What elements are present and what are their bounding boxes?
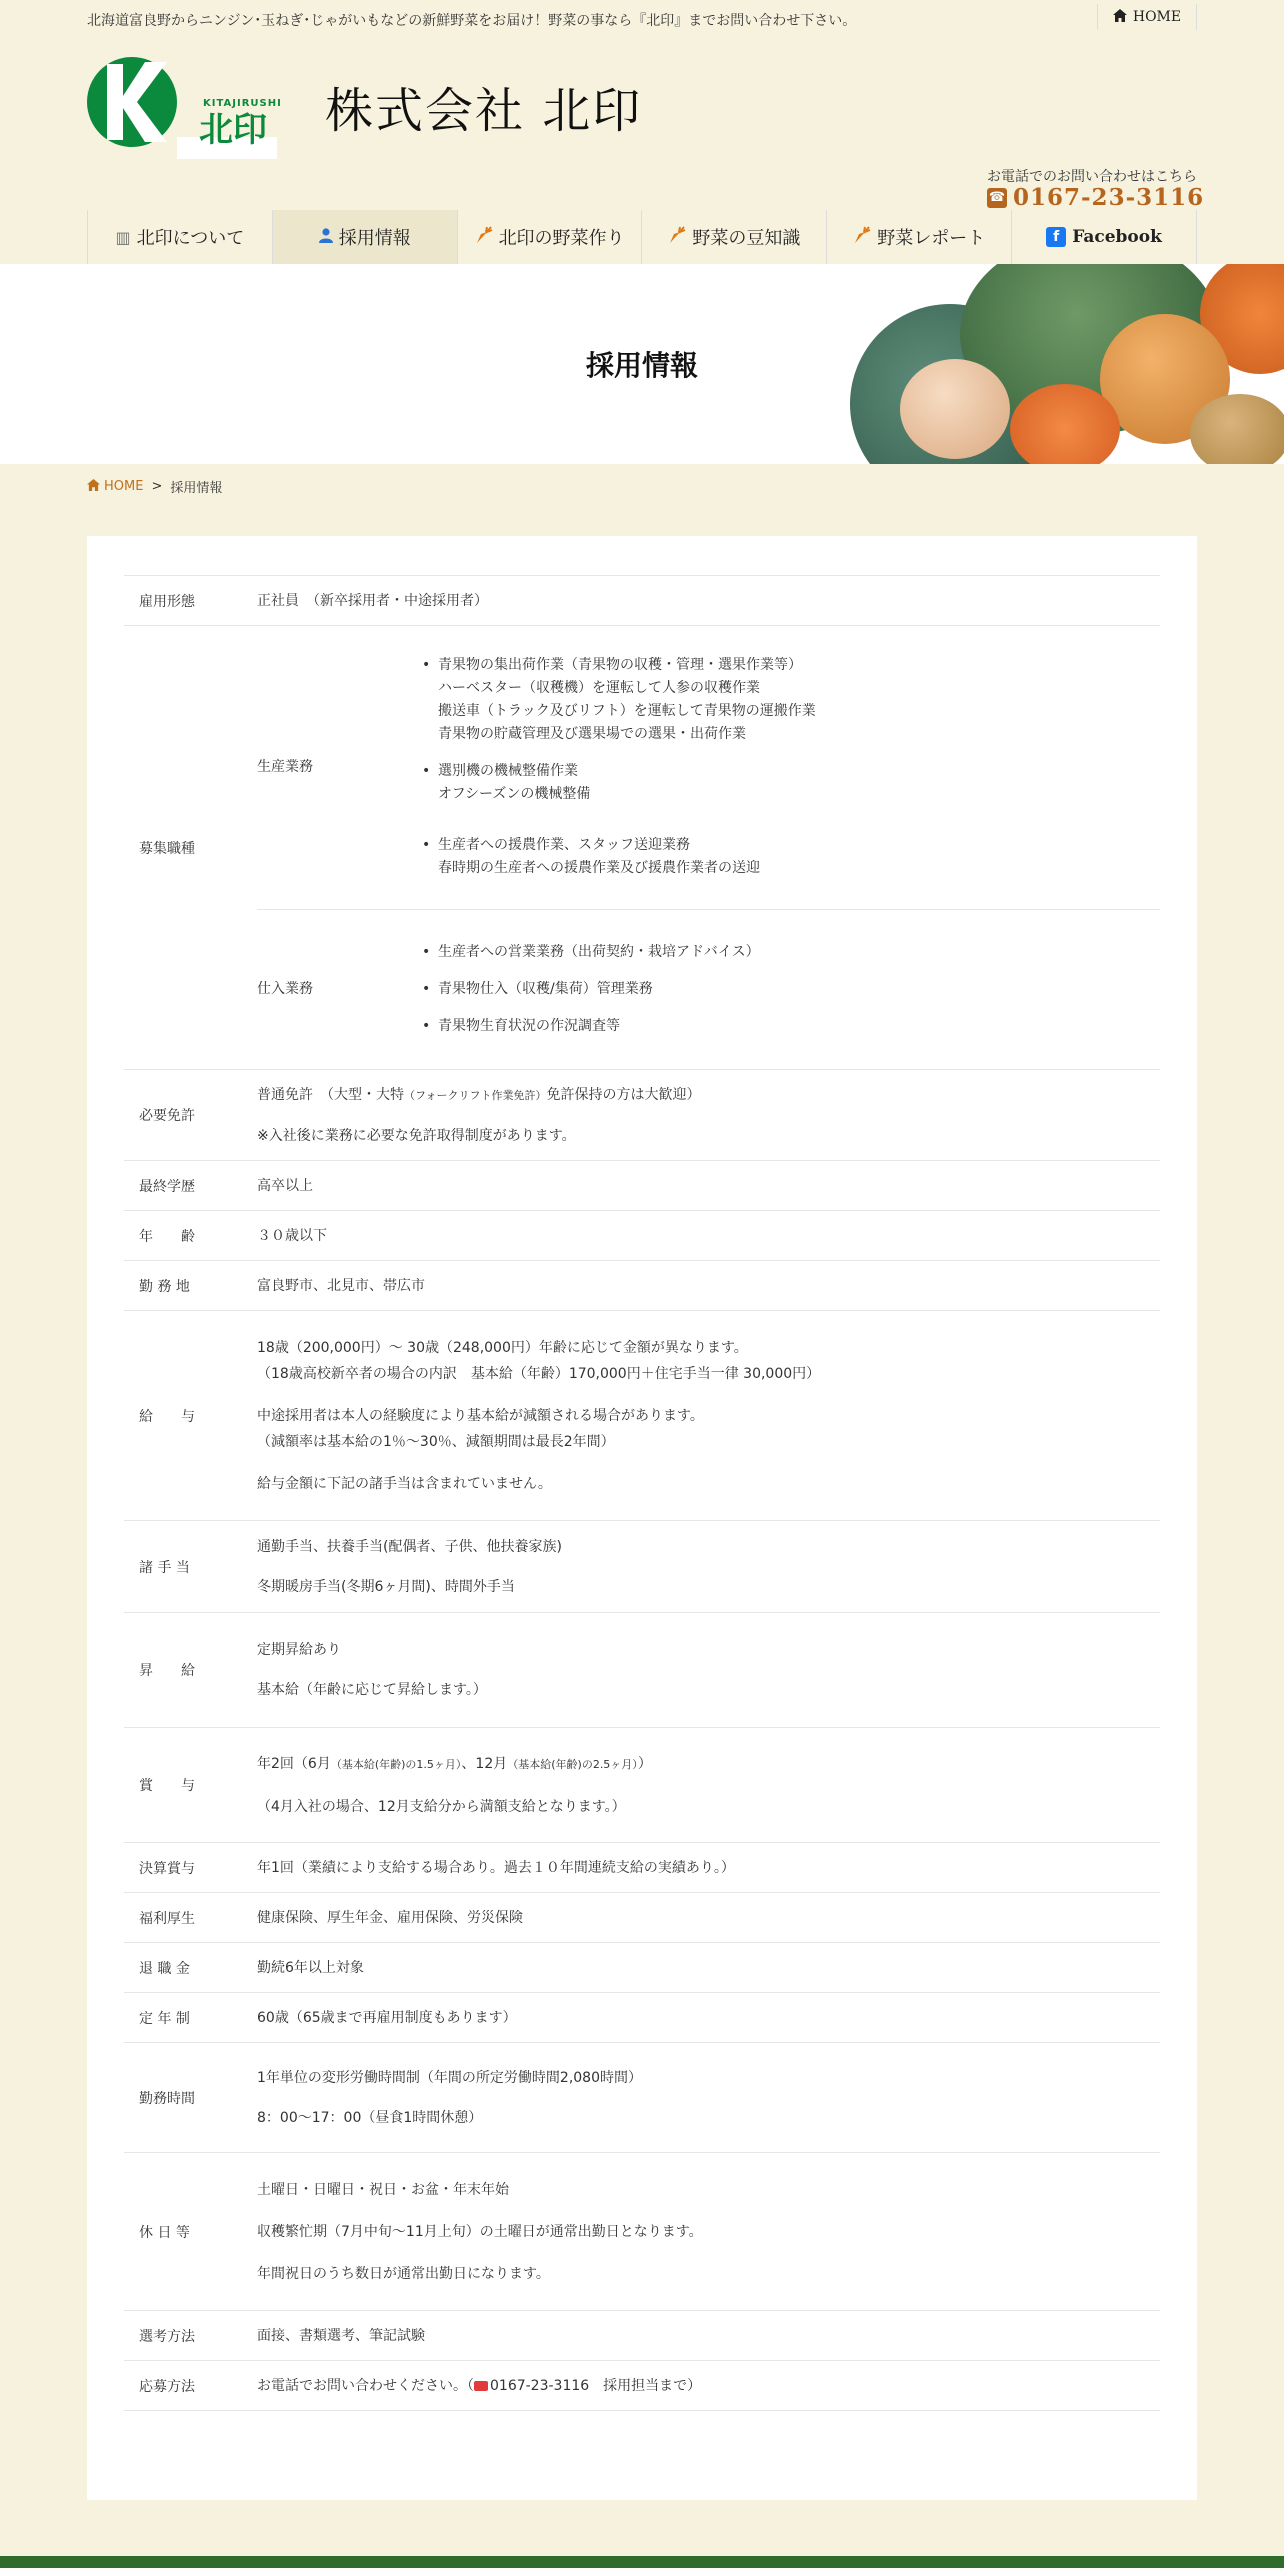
home-icon <box>87 479 100 495</box>
table-row <box>124 1728 1160 1843</box>
phone-contact[interactable] <box>987 184 1204 211</box>
carrot-image <box>1010 384 1120 464</box>
user-icon <box>319 228 333 247</box>
hours-line: 8：00～17：00（昼食1時間休憩） <box>257 2109 483 2126</box>
nav-label: 北印について <box>136 228 245 249</box>
list-item: • 青果物の集出荷作業（青果物の収穫・管理・選果作業等） ハーベスター（収穫機）を運転して人参の収穫作業 搬送車（トラック及びリフト）を運転して青果物の運搬作業 青果物の貯蔵管理及び選果場での選果・出荷作業 <box>420 654 1160 746</box>
nav-label: 北印の野菜作り <box>498 228 625 249</box>
salary-line: （18歳高校新卒者の場合の内訳 基本給（年齢）170,000円＋住宅手当一律 30,000円） <box>257 1365 821 1382</box>
salary-line: 18歳（200,000円）～ 30歳（248,000円）年齢に応じて金額が異なります。 <box>257 1339 748 1356</box>
building-icon: ▥ <box>115 227 131 247</box>
table-row <box>124 1613 1160 1728</box>
phone-caption: お電話でのお問い合わせはこちら <box>987 169 1197 185</box>
breadcrumb <box>87 477 222 496</box>
row-label: 募集職種 <box>124 626 257 1070</box>
row-value: 年1回（業績により支給する場合あり。過去１０年間連続支給の実績あり。） <box>257 1843 1160 1893</box>
table-row <box>124 2361 1160 2411</box>
nav-item-vegetable-growing[interactable] <box>457 210 642 264</box>
home-link-top[interactable] <box>1097 4 1197 30</box>
row-label: 雇用形態 <box>124 576 257 626</box>
row-value: お電話でお問い合わせください。（ 0167-23-3116 採用担当まで） <box>257 2361 1160 2411</box>
allowance-line: 通勤手当、扶養手当(配偶者、子供、他扶養家族) <box>257 1538 562 1555</box>
row-label: 給 与 <box>124 1311 257 1521</box>
nav-label: 野菜の豆知識 <box>692 228 801 249</box>
breadcrumb-home-label: HOME <box>104 479 144 494</box>
table-row <box>124 2043 1160 2153</box>
breadcrumb-current: 採用情報 <box>170 481 223 496</box>
top-bar <box>0 0 1284 40</box>
recruit-info-panel <box>87 536 1197 2500</box>
row-label: 休 日 等 <box>124 2153 257 2311</box>
table-row <box>124 1893 1160 1943</box>
bonus-note: （4月入社の場合、12月支給分から満額支給となります。） <box>257 1798 626 1815</box>
row-label: 応募方法 <box>124 2361 257 2411</box>
row-label: 福利厚生 <box>124 1893 257 1943</box>
footer-bar <box>0 2556 1284 2568</box>
holiday-line: 収穫繁忙期（7月中旬～11月上旬）の土曜日が通常出勤日となります。 <box>257 2223 703 2240</box>
row-label: 必要免許 <box>124 1070 257 1161</box>
site-tagline: 北海道富良野からニンジン･玉ねぎ･じゃがいもなどの新鮮野菜をお届け！野菜の事なら『北印』までお問い合わせ下さい。 <box>87 13 857 29</box>
nav-item-facebook[interactable] <box>1011 210 1197 264</box>
nav-item-vegetable-report[interactable] <box>826 210 1011 264</box>
table-row <box>124 2311 1160 2361</box>
license-line: 普通免許 （大型・大特（フォークリフト作業免許）免許保持の方は大歓迎） <box>257 1086 701 1103</box>
row-label: 勤務時間 <box>124 2043 257 2153</box>
home-link-label: HOME <box>1132 9 1182 25</box>
company-name: 株式会社 北印 <box>325 83 643 139</box>
table-row <box>124 1311 1160 1521</box>
company-logo[interactable] <box>87 52 287 162</box>
list-item: • 青果物仕入（収穫/集荷）管理業務 <box>420 978 1160 1001</box>
salary-line: （減額率は基本給の1％～30％、減額期間は最長2年間） <box>257 1433 615 1450</box>
phone-icon <box>474 2381 488 2391</box>
position-label: 仕入業務 <box>257 909 420 1069</box>
potato-image <box>1190 394 1284 464</box>
table-row <box>124 1993 1160 2043</box>
list-item: • 生産者への援農作業、スタッフ送迎業務 春時期の生産者への援農作業及び援農作業者の送迎 <box>420 834 1160 880</box>
table-row <box>124 2153 1160 2311</box>
nav-label: 採用情報 <box>338 228 411 249</box>
row-label: 定 年 制 <box>124 1993 257 2043</box>
page-hero <box>0 264 1284 464</box>
nav-label: Facebook <box>1072 227 1162 247</box>
row-label: 年 齢 <box>124 1211 257 1261</box>
main-nav <box>87 210 1197 264</box>
row-value: 高卒以上 <box>257 1161 1160 1211</box>
row-value: 勤続6年以上対象 <box>257 1943 1160 1993</box>
row-label: 勤 務 地 <box>124 1261 257 1311</box>
position-label: 生産業務 <box>257 759 313 776</box>
list-item: • 青果物生育状況の作況調査等 <box>420 1015 1160 1038</box>
hours-line: 1年単位の変形労働時間制（年間の所定労働時間2,080時間） <box>257 2069 642 2086</box>
production-duties <box>420 654 1160 880</box>
license-note: ※入社後に業務に必要な免許取得制度があります。 <box>257 1127 576 1144</box>
phone-number: 0167-23-3116 <box>1013 184 1205 211</box>
positions-subtable <box>257 626 1160 1069</box>
table-row <box>124 1161 1160 1211</box>
nav-item-recruit[interactable] <box>272 210 457 264</box>
holiday-line: 年間祝日のうち数日が通常出勤日になります。 <box>257 2265 550 2282</box>
carrot-icon <box>475 226 493 248</box>
page-title: 採用情報 <box>585 349 698 382</box>
row-value: 富良野市、北見市、帯広市 <box>257 1261 1160 1311</box>
nav-label: 野菜レポート <box>877 228 986 249</box>
table-row <box>124 1521 1160 1613</box>
row-value: 面接、書類選考、筆記試験 <box>257 2311 1160 2361</box>
phone-icon: ☎ <box>987 188 1007 208</box>
row-label: 昇 給 <box>124 1613 257 1728</box>
holiday-line: 土曜日・日曜日・祝日・お盆・年末年始 <box>257 2181 509 2198</box>
nav-item-vegetable-trivia[interactable] <box>641 210 826 264</box>
salary-line: 中途採用者は本人の経験度により基本給が減額される場合があります。 <box>257 1407 704 1424</box>
list-item: • 選別機の機械整備作業 オフシーズンの機械整備 <box>420 760 1160 806</box>
nav-item-about[interactable] <box>87 210 272 264</box>
row-value: 60歳（65歳まで再雇用制度もあります） <box>257 1993 1160 2043</box>
row-value: 健康保険、厚生年金、雇用保険、労災保険 <box>257 1893 1160 1943</box>
facebook-icon: f <box>1046 227 1066 247</box>
raise-line: 基本給（年齢に応じて昇給します。） <box>257 1682 487 1698</box>
table-row <box>124 626 1160 1070</box>
row-label: 最終学歴 <box>124 1161 257 1211</box>
breadcrumb-separator: > <box>151 479 163 494</box>
purchasing-duties <box>420 941 1160 1038</box>
recruit-info-table <box>124 575 1160 2411</box>
list-item: • 生産者への営業業務（出荷契約・栽培アドバイス） <box>420 941 1160 964</box>
carrot-icon <box>853 226 871 248</box>
row-label: 退 職 金 <box>124 1943 257 1993</box>
raise-line: 定期昇給あり <box>257 1642 341 1658</box>
salary-line: 給与金額に下記の諸手当は含まれていません。 <box>257 1475 552 1492</box>
row-label: 選考方法 <box>124 2311 257 2361</box>
table-row <box>124 1070 1160 1161</box>
row-label: 決算賞与 <box>124 1843 257 1893</box>
row-label: 賞 与 <box>124 1728 257 1843</box>
table-row <box>124 1943 1160 1993</box>
table-row <box>124 576 1160 626</box>
logo-kanji: 北印 <box>199 110 267 150</box>
breadcrumb-home[interactable] <box>87 479 143 495</box>
row-value: 正社員 （新卒採用者・中途採用者） <box>257 576 1160 626</box>
row-label: 諸 手 当 <box>124 1521 257 1613</box>
table-row <box>124 1843 1160 1893</box>
bonus-line: 年2回（6月（基本給(年齢)の1.5ヶ月）、12月（基本給(年齢)の2.5ヶ月）） <box>257 1755 652 1772</box>
allowance-line: 冬期暖房手当(冬期6ヶ月間)、時間外手当 <box>257 1578 515 1595</box>
apply-phone-number[interactable]: 0167-23-3116 <box>490 2377 590 2394</box>
logo-wordmark: KITAJIRUSHI <box>203 98 282 109</box>
table-row <box>124 1211 1160 1261</box>
home-icon <box>1113 9 1127 26</box>
carrot-icon <box>668 226 686 248</box>
row-value: ３０歳以下 <box>257 1211 1160 1261</box>
table-row <box>124 1261 1160 1311</box>
